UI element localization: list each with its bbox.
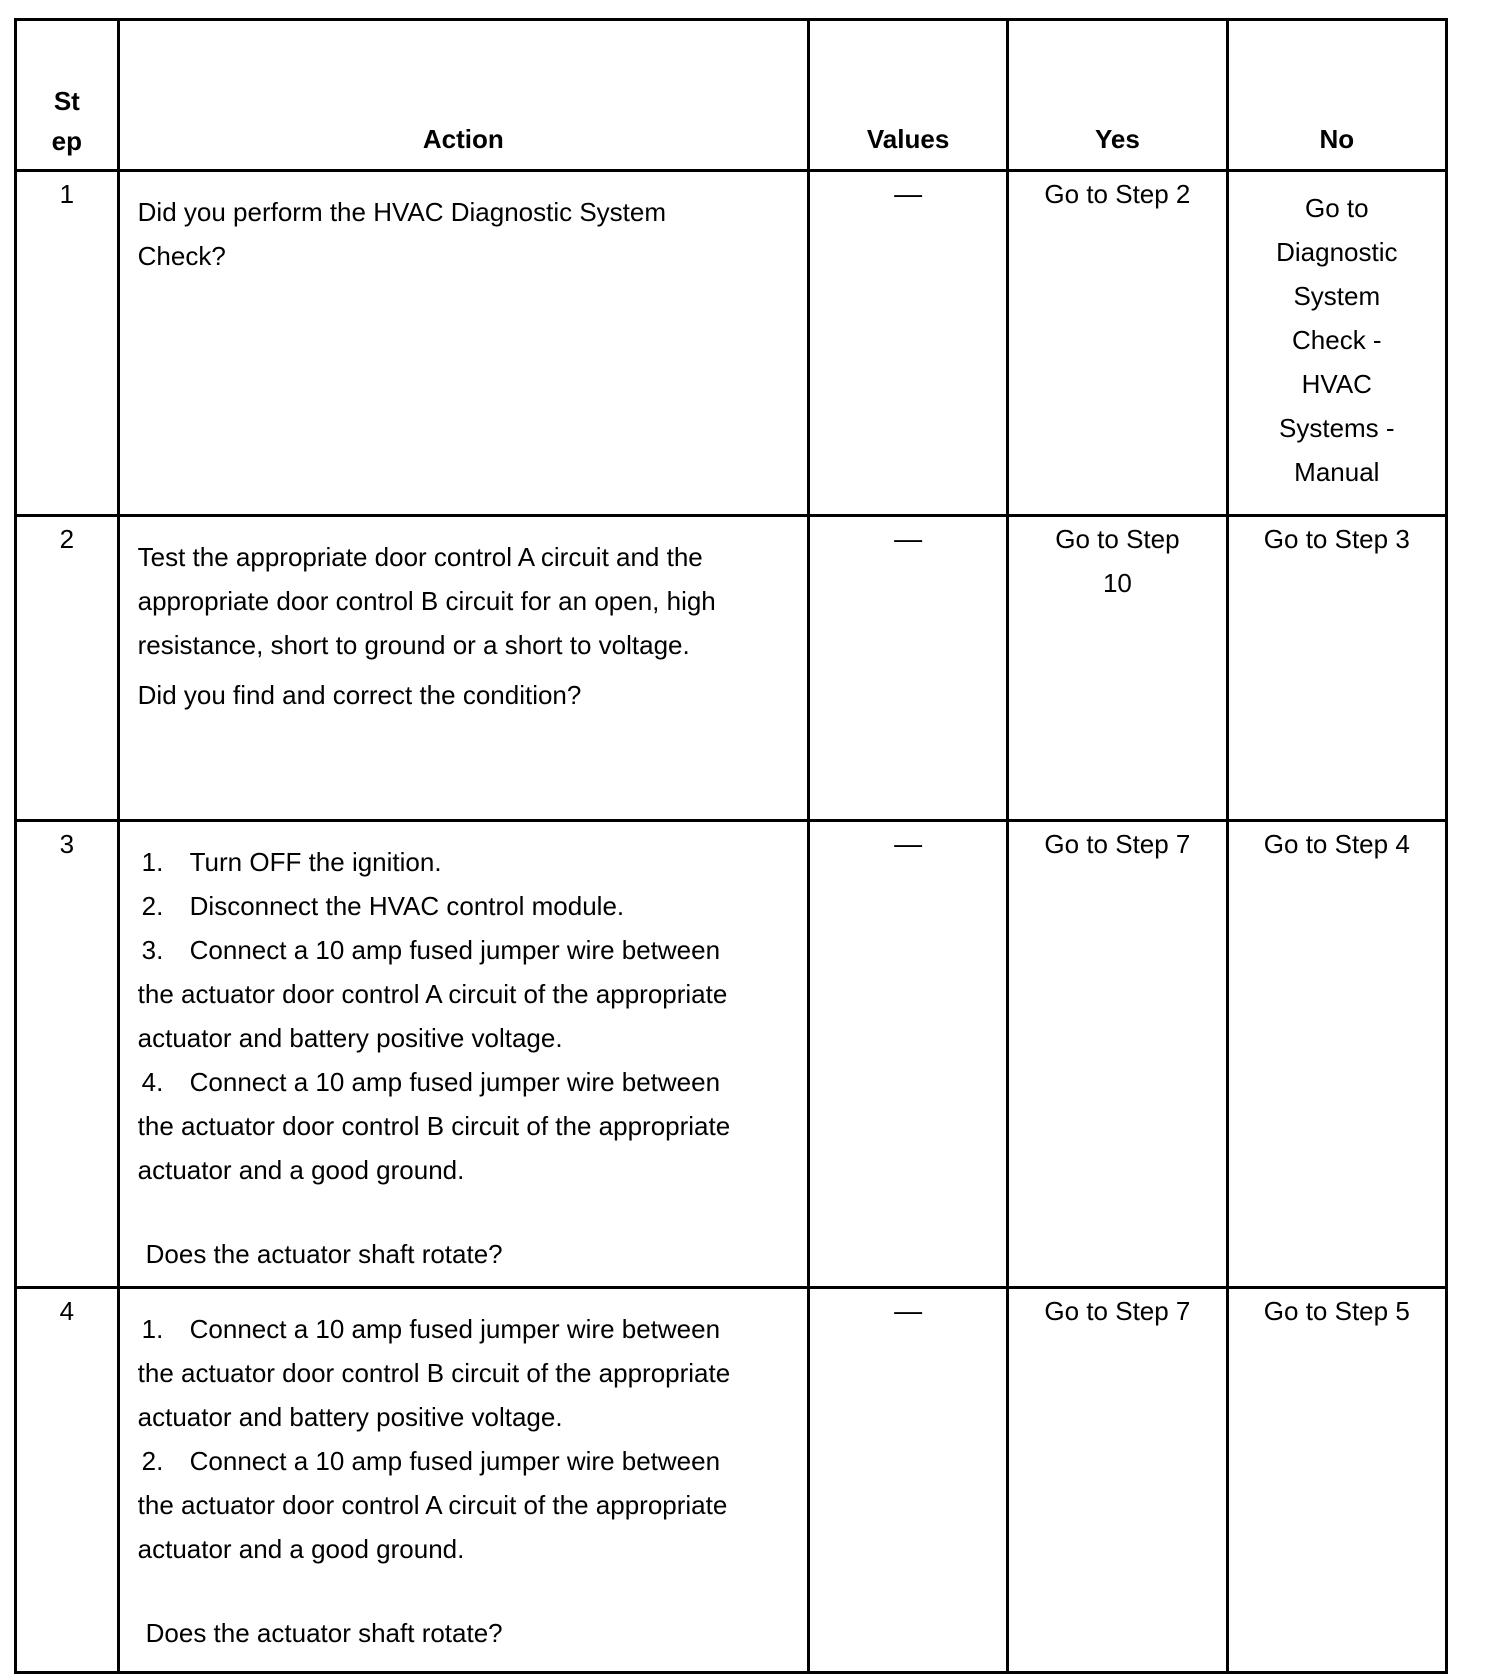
yes-link[interactable]: Go to Step 10 [1008,516,1227,821]
action-question: Did you find and correct the condition? [137,680,582,710]
list-item: 4. Connect a 10 amp fused jumper wire between the actuator door control B circuit of the appropriate actuator and a good ground. [137,1067,731,1185]
table-row [16,171,1447,516]
list-item: 2. Disconnect the HVAC control module. [141,891,625,921]
no-link[interactable]: Go to Step 5 [1227,1288,1446,1673]
yes-link[interactable]: Go to Step 7 [1008,1288,1227,1673]
action-question: Does the actuator shaft rotate? [145,1618,503,1648]
action-question: Does the actuator shaft rotate? [145,1239,503,1269]
list-item: 3. Connect a 10 amp fused jumper wire between the actuator door control A circuit of the appropriate actuator and battery positive voltage. [137,935,728,1053]
header-action: Action [118,20,808,171]
action-cell [118,516,808,821]
no-link[interactable]: Go to Step 4 [1227,821,1446,1288]
action-text: Test the appropriate door control A circuit and the appropriate door control B circuit for an open, high resistance, short to ground or a short to voltage. [137,542,716,660]
list-item: 2. Connect a 10 amp fused jumper wire between the actuator door control A circuit of the appropriate actuator and a good ground. [137,1446,728,1564]
step-number: 3 [16,821,119,1288]
header-step-line2: ep [51,126,82,156]
action-text: Did you perform the HVAC Diagnostic System Check? [137,197,667,271]
list-item: 1. Connect a 10 amp fused jumper wire between the actuator door control B circuit of the appropriate actuator and battery positive voltage. [137,1314,731,1432]
action-list [138,1307,738,1571]
no-link[interactable]: Go to Diagnostic System Check - HVAC Systems - Manual [1227,171,1446,516]
values-cell: — [808,1288,1007,1673]
header-step [16,20,119,171]
table-row [16,1288,1447,1673]
header-yes: Yes [1008,20,1227,171]
list-item: 1. Turn OFF the ignition. [141,847,442,877]
diagnostic-table [14,18,1448,1674]
yes-link[interactable]: Go to Step 2 [1008,171,1227,516]
action-list [138,840,738,1192]
values-cell: — [808,171,1007,516]
action-cell [118,1288,808,1673]
table-row [16,516,1447,821]
values-cell: — [808,821,1007,1288]
header-values: Values [808,20,1007,171]
step-number: 2 [16,516,119,821]
step-number: 1 [16,171,119,516]
values-cell: — [808,516,1007,821]
action-cell [118,821,808,1288]
action-cell [118,171,808,516]
table-row [16,821,1447,1288]
header-step-line1: St [53,86,80,116]
yes-link[interactable]: Go to Step 7 [1008,821,1227,1288]
step-number: 4 [16,1288,119,1673]
header-no: No [1227,20,1446,171]
no-link[interactable]: Go to Step 3 [1227,516,1446,821]
header-row [16,20,1447,171]
